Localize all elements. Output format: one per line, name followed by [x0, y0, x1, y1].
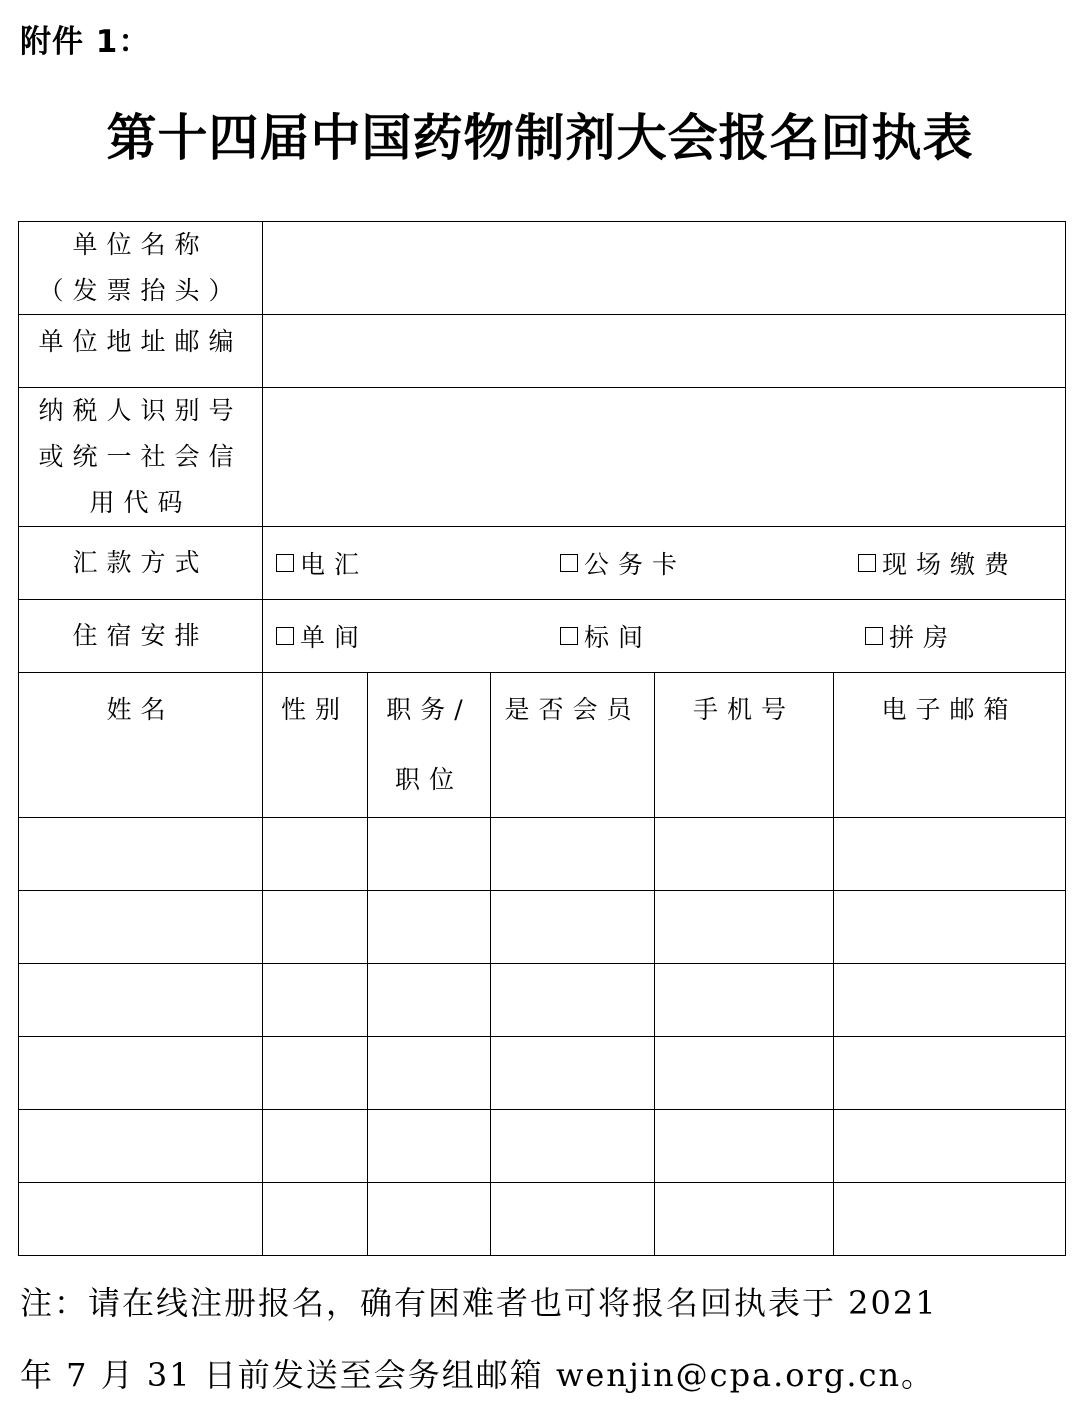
- cell-gender[interactable]: [263, 1183, 368, 1256]
- cell-phone[interactable]: [655, 964, 834, 1037]
- attendee-row: [19, 891, 1066, 964]
- cell-gender[interactable]: [263, 1037, 368, 1110]
- cell-gender[interactable]: [263, 964, 368, 1037]
- lodging-option-single-label: 单间: [300, 623, 369, 652]
- cell-phone[interactable]: [655, 1183, 834, 1256]
- checkbox-icon[interactable]: [276, 554, 294, 572]
- header-member-text: 是否会员: [504, 695, 641, 724]
- cell-email[interactable]: [834, 891, 1066, 964]
- note-line-1: 注：请在线注册报名，确有困难者也可将报名回执表于 2021: [20, 1284, 938, 1322]
- checkbox-icon[interactable]: [865, 627, 883, 645]
- unit-name-field[interactable]: [263, 222, 1066, 315]
- lodging-option-single[interactable]: [276, 618, 368, 654]
- cell-email[interactable]: [834, 1110, 1066, 1183]
- cell-name[interactable]: [19, 964, 263, 1037]
- unit-address-field[interactable]: [263, 315, 1066, 388]
- cell-name[interactable]: [19, 818, 263, 891]
- payment-option-onsite-label: 现场缴费: [882, 550, 1019, 579]
- cell-email[interactable]: [834, 818, 1066, 891]
- lodging-label-text: 住宿安排: [72, 621, 209, 650]
- cell-position[interactable]: [368, 818, 491, 891]
- note-line-2: 年 7 月 31 日前发送至会务组邮箱 wenjin@cpa.org.cn。: [20, 1356, 936, 1394]
- payment-options: [263, 527, 1066, 600]
- cell-phone[interactable]: [655, 818, 834, 891]
- cell-member[interactable]: [491, 964, 655, 1037]
- lodging-options: [263, 600, 1066, 673]
- lodging-label: [19, 600, 263, 673]
- cell-name[interactable]: [19, 1183, 263, 1256]
- attendee-row: [19, 1110, 1066, 1183]
- payment-label: [19, 527, 263, 600]
- cell-phone[interactable]: [655, 891, 834, 964]
- cell-email[interactable]: [834, 1183, 1066, 1256]
- cell-name[interactable]: [19, 1110, 263, 1183]
- cell-position[interactable]: [368, 891, 491, 964]
- header-name-text: 姓名: [106, 695, 175, 724]
- tax-id-field[interactable]: [263, 388, 1066, 527]
- header-phone: [655, 673, 834, 818]
- header-phone-text: 手机号: [692, 695, 795, 724]
- tax-id-row: [19, 388, 1066, 527]
- cell-position[interactable]: [368, 1110, 491, 1183]
- cell-member[interactable]: [491, 818, 655, 891]
- lodging-option-standard[interactable]: [560, 618, 652, 654]
- tax-id-label-line1: 纳税人识别号: [38, 396, 243, 425]
- tax-id-label-line3: 用代码: [89, 488, 192, 517]
- cell-phone[interactable]: [655, 1037, 834, 1110]
- unit-name-label-line2: （发票抬头）: [38, 276, 243, 305]
- header-gender-text: 性别: [280, 695, 349, 724]
- unit-name-label: [19, 222, 263, 315]
- cell-gender[interactable]: [263, 818, 368, 891]
- checkbox-icon[interactable]: [560, 627, 578, 645]
- lodging-row: [19, 600, 1066, 673]
- payment-label-text: 汇款方式: [72, 548, 209, 577]
- cell-member[interactable]: [491, 891, 655, 964]
- header-position: [368, 673, 491, 818]
- cell-member[interactable]: [491, 1183, 655, 1256]
- header-email: [834, 673, 1066, 818]
- payment-option-card[interactable]: [560, 545, 686, 581]
- cell-gender[interactable]: [263, 1110, 368, 1183]
- unit-name-row: [19, 222, 1066, 315]
- payment-option-card-label: 公务卡: [584, 550, 687, 579]
- header-name: [19, 673, 263, 818]
- cell-position[interactable]: [368, 964, 491, 1037]
- payment-row: [19, 527, 1066, 600]
- unit-address-label-text: 单位地址邮编: [38, 327, 243, 356]
- attendee-header-row: [19, 673, 1066, 818]
- page-title: 第十四届中国药物制剂大会报名回执表: [106, 109, 974, 167]
- unit-address-row: [19, 315, 1066, 388]
- attachment-label: 附件 1：: [20, 24, 151, 60]
- checkbox-icon[interactable]: [276, 627, 294, 645]
- attendee-row: [19, 964, 1066, 1037]
- cell-email[interactable]: [834, 1037, 1066, 1110]
- cell-name[interactable]: [19, 1037, 263, 1110]
- cell-position[interactable]: [368, 1183, 491, 1256]
- lodging-option-standard-label: 标间: [584, 623, 653, 652]
- payment-option-onsite[interactable]: [858, 545, 1018, 581]
- checkbox-icon[interactable]: [858, 554, 876, 572]
- header-gender: [263, 673, 368, 818]
- header-member: [491, 673, 655, 818]
- payment-option-wire-label: 电汇: [300, 550, 369, 579]
- attendee-row: [19, 1183, 1066, 1256]
- cell-email[interactable]: [834, 964, 1066, 1037]
- registration-form-table: [18, 221, 1066, 1256]
- unit-address-label: [19, 315, 263, 388]
- lodging-option-shared[interactable]: [865, 618, 957, 654]
- tax-id-label: [19, 388, 263, 527]
- tax-id-label-line2: 或统一社会信: [38, 442, 243, 471]
- cell-phone[interactable]: [655, 1110, 834, 1183]
- attendee-row: [19, 1037, 1066, 1110]
- cell-position[interactable]: [368, 1037, 491, 1110]
- checkbox-icon[interactable]: [560, 554, 578, 572]
- header-email-text: 电子邮箱: [881, 695, 1018, 724]
- cell-member[interactable]: [491, 1110, 655, 1183]
- header-position-line1: 职务/: [386, 695, 472, 724]
- cell-member[interactable]: [491, 1037, 655, 1110]
- cell-gender[interactable]: [263, 891, 368, 964]
- cell-name[interactable]: [19, 891, 263, 964]
- header-position-line2: 职位: [394, 765, 463, 794]
- unit-name-label-line1: 单位名称: [72, 230, 209, 259]
- attendee-row: [19, 818, 1066, 891]
- payment-option-wire[interactable]: [276, 545, 368, 581]
- lodging-option-shared-label: 拼房: [889, 623, 958, 652]
